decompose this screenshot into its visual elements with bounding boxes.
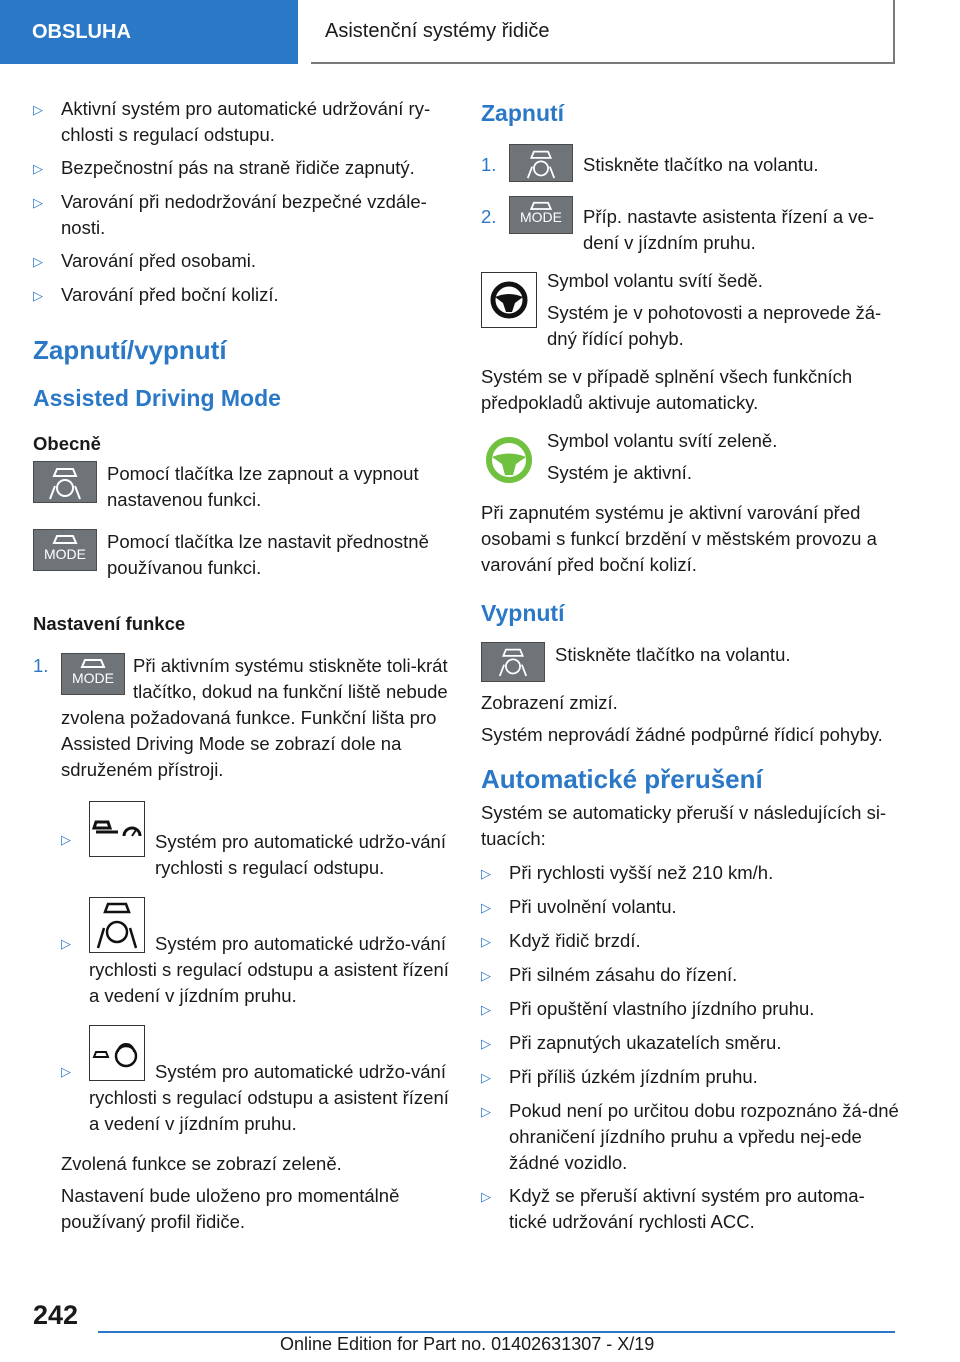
green-state: Symbol volantu svítí zeleně. Systém je aktivní. bbox=[481, 428, 901, 488]
mode-button-icon bbox=[61, 653, 125, 695]
steering-wheel-grey-icon bbox=[481, 272, 537, 328]
grey-state: Symbol volantu svítí šedě. Systém je v pohotovosti a neprovede žá-dný řídící pohyb. bbox=[481, 268, 901, 352]
section-tab bbox=[0, 0, 298, 64]
auto-text: Systém se v případě splnění všech funkčních předpokladů aktivuje automaticky. bbox=[481, 366, 853, 413]
list-item: ▷ Při opuštění vlastního jízdního pruhu. bbox=[481, 996, 901, 1023]
sub-item: ▷ Systém pro automatické udržo-vání rychlosti s regulací odstupu a asistent řízení a vedení v jízdním pruhu. bbox=[61, 897, 451, 1009]
right-column: Zapnutí 1. Stiskněte tlačítko na volantu. 2. MODE Příp. nastavte asistenta řízení a ve-dení v jízdním pruhu. Symbol volantu svítí šedě. Systém je v pohotovosti a neprovede žá-dný řídící pohyb. Systém se v případě splnění všech funkčních předpokladů aktivuje automaticky. Symbol volantu svítí zeleně. Systém je aktivní. Při zapnutém systému je aktivní varování před osobami s funkcí brzdění v městském provozu a varování před boční kolizí. Vypnutí Stiskněte tlačítko na volantu. Zobrazení zmizí. Systém neprovádí žádné podpůrné řídicí pohyby. Automatické přerušení Systém se automaticky přeruší v následujících si-tuacích: ▷ Při rychlosti vyšší než 210 km/h. ▷ Při uvolnění volantu. ▷ Když řidič brzdí. ▷ Při silném zásahu do řízení. ▷ Při opuštění vlastního jízdního pruhu. ▷ Při zapnutých ukazatelích směru. ▷ Při příliš úzkém jízdním pruhu. ▷ Pokud není po určitou dobu rozpoznáno žá-dné ohraničení jízdního pruhu a vpředu nej-ede žádné vozidlo. ▷ Když se přeruší aktivní systém pro automa-tické udržování rychlosti ACC. bbox=[481, 96, 901, 1242]
acc-symbol-icon bbox=[89, 801, 145, 857]
list-item: ▷ Při příliš úzkém jízdním pruhu. bbox=[481, 1064, 901, 1091]
heading-interrupt: Automatické přerušení bbox=[481, 764, 763, 794]
heading-onoff: Zapnutí/vypnutí bbox=[33, 335, 227, 365]
section-label: OBSLUHA bbox=[32, 20, 131, 43]
list-item: ▷ Varování při nedodržování bezpečné vzdále-nosti. bbox=[33, 189, 451, 241]
list-item: ▷ Při uvolnění volantu. bbox=[481, 894, 901, 921]
list-item: ▷ Když se přeruší aktivní systém pro automa-tické udržování rychlosti ACC. bbox=[481, 1183, 901, 1235]
triangle-bullet-icon: ▷ bbox=[481, 1070, 491, 1085]
triangle-bullet-icon: ▷ bbox=[481, 1002, 491, 1017]
step-number: 1. bbox=[33, 655, 49, 676]
triangle-bullet-icon: ▷ bbox=[481, 968, 491, 983]
list-item: ▷ Při zapnutých ukazatelích směru. bbox=[481, 1030, 901, 1057]
triangle-bullet-icon: ▷ bbox=[481, 866, 491, 881]
triangle-bullet-icon: ▷ bbox=[33, 288, 43, 303]
list-item: ▷ Když řidič brzdí. bbox=[481, 928, 901, 955]
list-item: ▷ Aktivní systém pro automatické udržování ry-chlosti s regulací odstupu. bbox=[33, 96, 451, 148]
sub-item: ▷ Systém pro automatické udržo-vání rychlosti s regulací odstupu. bbox=[61, 801, 451, 881]
mode-label: MODE bbox=[72, 670, 114, 686]
list-item: ▷ Varování před osobami. bbox=[33, 248, 451, 275]
triangle-bullet-icon: ▷ bbox=[481, 1104, 491, 1119]
triangle-bullet-icon: ▷ bbox=[481, 1189, 491, 1204]
list-item: ▷ Bezpečnostní pás na straně řidiče zapnutý. bbox=[33, 155, 451, 182]
triangle-bullet-icon: ▷ bbox=[33, 102, 43, 117]
triangle-bullet-icon: ▷ bbox=[481, 934, 491, 949]
warn-text: Při zapnutém systému je aktivní varování před osobami s funkcí brzdění v městském provozu a varování před boční kolizí. bbox=[481, 502, 877, 575]
mode-button-icon: MODE bbox=[509, 196, 573, 234]
footer-divider bbox=[98, 1331, 895, 1333]
steering-wheel-green-icon bbox=[481, 432, 537, 488]
list-item: ▷ Při rychlosti vyšší než 210 km/h. bbox=[481, 860, 901, 887]
triangle-bullet-icon: ▷ bbox=[61, 936, 71, 951]
triangle-bullet-icon: ▷ bbox=[33, 254, 43, 269]
general-text-2: Pomocí tlačítka lze nastavit přednostně používanou funkci. bbox=[107, 531, 429, 578]
triangle-bullet-icon: ▷ bbox=[481, 1036, 491, 1051]
acc-lane-symbol-icon bbox=[89, 1025, 145, 1081]
triangle-bullet-icon: ▷ bbox=[33, 195, 43, 210]
triangle-bullet-icon: ▷ bbox=[61, 832, 71, 847]
heading-on: Zapnutí bbox=[481, 100, 565, 126]
sub-list bbox=[33, 801, 451, 1235]
general-text-1: Pomocí tlačítka lze zapnout a vypnout nastavenou funkci. bbox=[107, 463, 419, 510]
list-item: ▷ Varování před boční kolizí. bbox=[33, 282, 451, 309]
mode-button-icon bbox=[33, 529, 97, 571]
chapter-title: Asistenční systémy řidiče bbox=[325, 19, 550, 42]
selected-note: Zvolená funkce se zobrazí zeleně. bbox=[61, 1153, 342, 1174]
list-item: ▷ Při silném zásahu do řízení. bbox=[481, 962, 901, 989]
heading-setting: Nastavení funkce bbox=[33, 613, 186, 634]
heading-general: Obecně bbox=[33, 433, 101, 454]
assist-button-icon bbox=[509, 144, 573, 182]
assist-button-icon bbox=[481, 642, 545, 682]
page-number: 242 bbox=[33, 1300, 79, 1330]
triangle-bullet-icon: ▷ bbox=[481, 900, 491, 915]
step-2: 2. MODE Příp. nastavte asistenta řízení a ve-dení v jízdním pruhu. bbox=[481, 196, 901, 256]
general-row-1 bbox=[33, 461, 451, 513]
page-header-title bbox=[311, 0, 895, 64]
step-body bbox=[61, 653, 451, 783]
general-row-2 bbox=[33, 529, 451, 581]
left-column bbox=[33, 96, 451, 1241]
heading-adm: Assisted Driving Mode bbox=[33, 385, 281, 411]
triangle-bullet-icon: ▷ bbox=[33, 161, 43, 176]
step-1: 1. Stiskněte tlačítko na volantu. bbox=[481, 144, 901, 182]
edition-note: Online Edition for Part no. 01402631307 - X/19 bbox=[280, 1334, 655, 1354]
sub-item: ▷ Systém pro automatické udržo-vání rychlosti s regulací odstupu a asistent řízení a vedení v jízdním pruhu. bbox=[61, 1025, 451, 1137]
step-1 bbox=[33, 653, 451, 783]
triangle-bullet-icon: ▷ bbox=[61, 1064, 71, 1079]
off-row: Stiskněte tlačítko na volantu. bbox=[481, 642, 901, 682]
acc-steering-symbol-icon bbox=[89, 897, 145, 953]
saved-note: Nastavení bude uloženo pro momentálně používaný profil řidiče. bbox=[61, 1185, 400, 1232]
heading-off: Vypnutí bbox=[481, 600, 565, 626]
list-item: ▷ Pokud není po určitou dobu rozpoznáno žá-dné ohraničení jízdního pruhu a vpředu nej-ede žádné vozidlo. bbox=[481, 1098, 901, 1176]
step-text: Při aktivním systému stiskněte toli-krát tlačítko, dokud na funkční liště nebude zvolena požadovaná funkce. Funkční lišta pro Assisted Driving Mode se zobrazí dole na sdruženém přístroji. bbox=[61, 655, 448, 780]
mode-label: MODE bbox=[44, 546, 86, 562]
assist-button-icon bbox=[33, 461, 97, 503]
